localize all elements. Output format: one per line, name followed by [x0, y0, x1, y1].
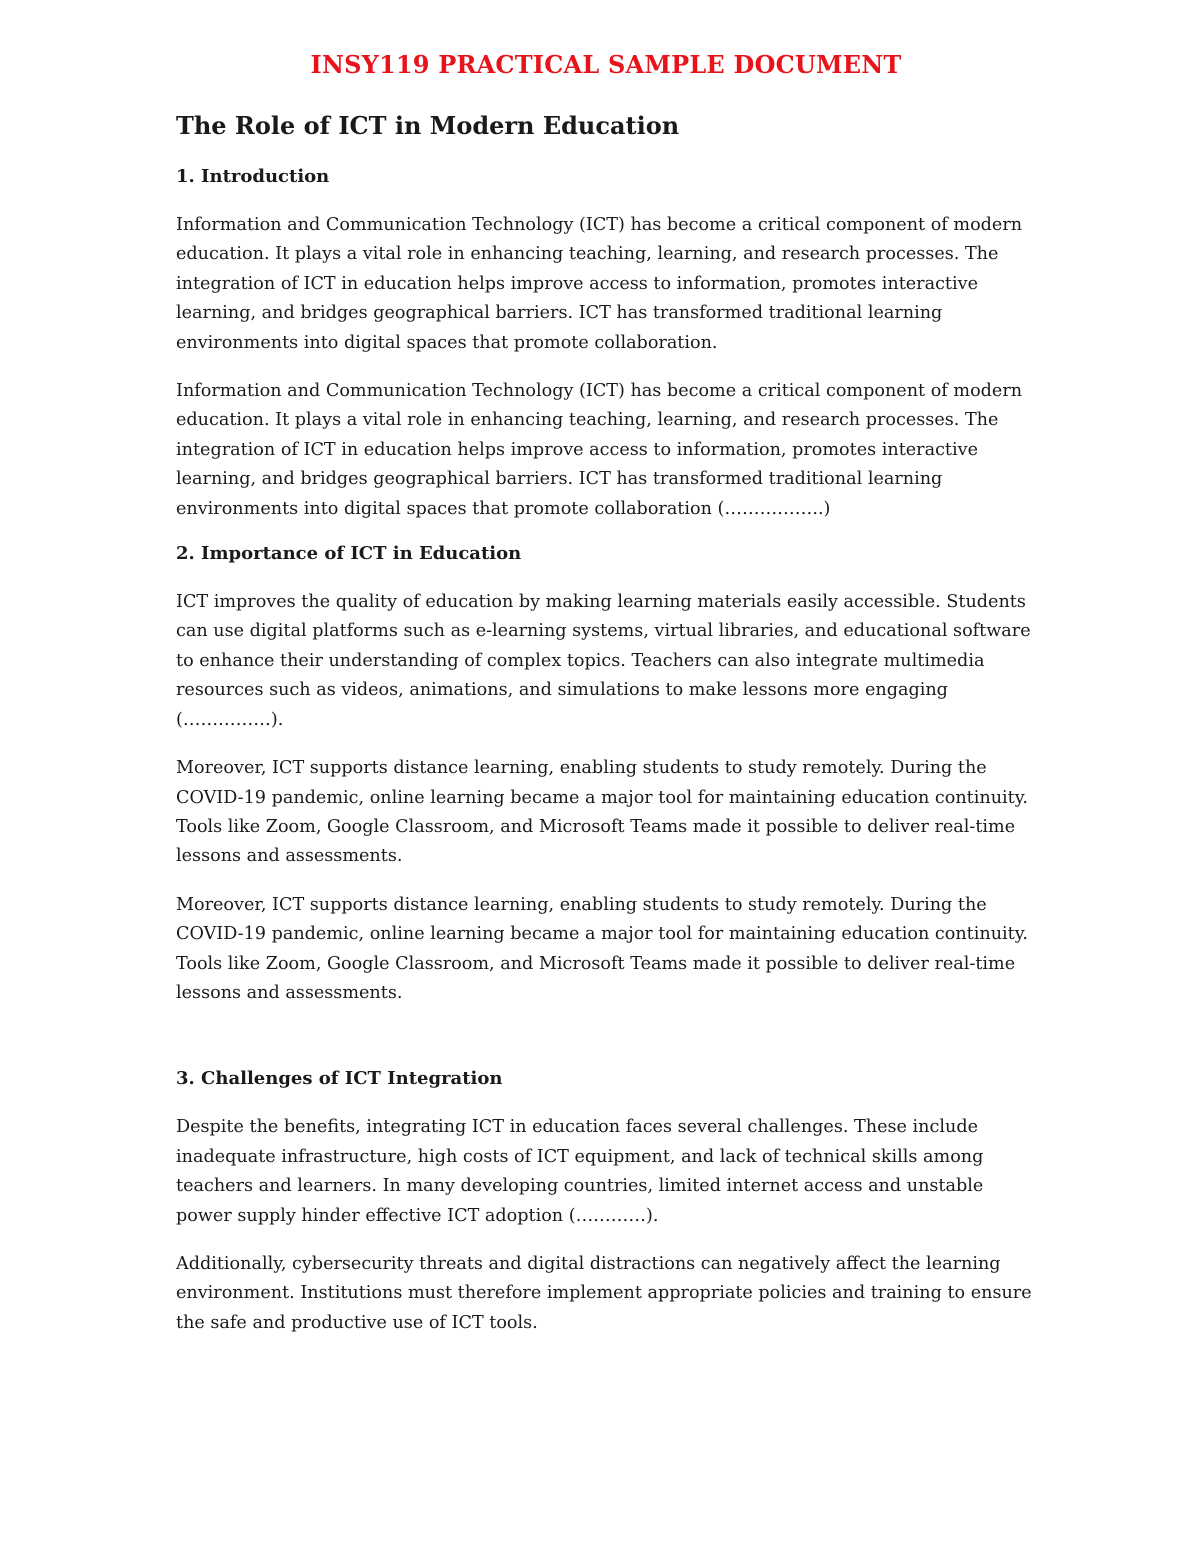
section-heading: 2. Importance of ICT in Education — [176, 543, 522, 565]
section-challenges — [176, 1068, 1036, 1338]
section-introduction — [176, 166, 1036, 524]
section-importance — [176, 543, 1036, 1008]
paragraph: Moreover, ICT supports distance learning, enabling students to study remotely. During the COVID-19 pandemic, online learning became a major tool for maintaining education continuity. Tools like Zoom, Google Classroom, and Microsoft Teams made it possible to deliver real-time lessons and assessments. — [176, 758, 1028, 867]
blank-line — [176, 1027, 1036, 1068]
paragraph: Information and Communication Technology (ICT) has become a critical component of modern education. It plays a vital role in enhancing teaching, learning, and research processes. The integration of ICT in education helps improve access to information, promotes interactive learning, and bridges geographical barriers. ICT has transformed traditional learning environments into digital spaces that promote collaboration (……………..) — [176, 381, 1023, 519]
paragraph: Additionally, cybersecurity threats and digital distractions can negatively affect the learning environment. Institutions must therefore implement appropriate policies and training to ensure the safe and productive use of ICT tools. — [176, 1253, 1032, 1333]
paragraph: ICT improves the quality of education by making learning materials easily accessible. Students can use digital platforms such as e-learning systems, virtual libraries, and educational software to enhance their understanding of complex topics. Teachers can also integrate multimedia resources such as videos, animations, and simulations to make lessons more engaging (……………). — [176, 592, 1031, 730]
paragraph: Information and Communication Technology (ICT) has become a critical component of modern education. It plays a vital role in enhancing teaching, learning, and research processes. The integration of ICT in education helps improve access to information, promotes interactive learning, and bridges geographical barriers. ICT has transformed traditional learning environments into digital spaces that promote collaboration. — [176, 215, 1023, 353]
document-page — [176, 50, 1036, 1357]
section-heading: 1. Introduction — [176, 166, 330, 187]
paragraph: Moreover, ICT supports distance learning, enabling students to study remotely. During the COVID-19 pandemic, online learning became a major tool for maintaining education continuity. Tools like Zoom, Google Classroom, and Microsoft Teams made it possible to deliver real-time lessons and assessments. — [176, 894, 1028, 1003]
document-header: INSY119 PRACTICAL SAMPLE DOCUMENT — [310, 50, 902, 79]
document-title: The Role of ICT in Modern Education — [176, 111, 680, 140]
section-heading: 3. Challenges of ICT Integration — [176, 1068, 503, 1090]
paragraph: Despite the benefits, integrating ICT in education faces several challenges. These include inadequate infrastructure, high costs of ICT equipment, and lack of technical skills among teachers and learners. In many developing countries, limited internet access and unstable power supply hinder effective ICT adoption (…………). — [176, 1117, 984, 1226]
